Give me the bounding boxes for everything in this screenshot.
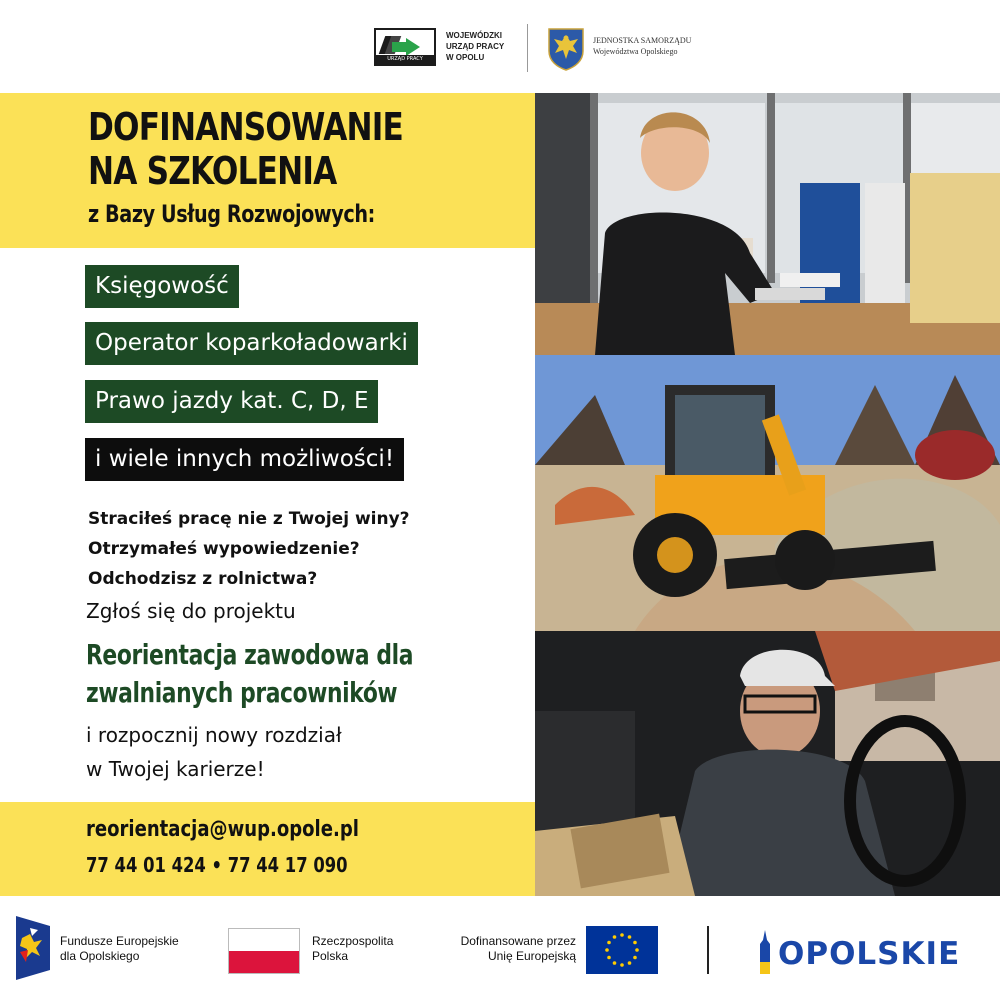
subheadline: z Bazy Usług Rozwojowych: (88, 200, 375, 228)
closing-line: w Twojej karierze! (86, 757, 265, 781)
ue-line: Unię Europejską (487, 949, 576, 963)
photo-backhoe-loader (535, 355, 1000, 631)
eu-star (605, 948, 609, 952)
wup-name-line: W OPOLU (446, 53, 485, 62)
fe-logo-icon (16, 916, 50, 980)
header (0, 0, 1000, 93)
project-name-line: Reorientacja zawodowa dla (86, 638, 414, 671)
jst-name-line: JEDNOSTKA SAMORZĄDU (593, 36, 692, 45)
contact-email[interactable]: reorientacja@wup.opole.pl (86, 817, 359, 842)
wup-name-line: URZĄD PRACY (446, 42, 505, 51)
course-badge: Prawo jazdy kat. C, D, E (85, 380, 378, 423)
eu-star (607, 956, 611, 960)
question: Odchodzisz z rolnictwa? (88, 569, 318, 589)
wup-logo-icon (374, 28, 436, 66)
eu-star (635, 948, 639, 952)
wup-name-line: WOJEWÓDZKI (446, 31, 502, 40)
join-text: Zgłoś się do projektu (86, 599, 296, 623)
polish-flag-icon (228, 928, 300, 974)
wup-name (446, 30, 526, 63)
headline-line: DOFINANSOWANIE (88, 105, 404, 149)
footer (0, 896, 1000, 1000)
eu-flag-icon (586, 926, 658, 974)
arrow-head (406, 38, 420, 56)
jst-name-line: Województwa Opolskiego (593, 47, 678, 56)
rp-name (312, 934, 393, 964)
footer-divider (707, 926, 709, 974)
project-name (86, 636, 413, 712)
question: Straciłeś pracę nie z Twojej winy? (88, 509, 410, 529)
eu-star (620, 933, 624, 937)
course-badge: Operator koparkoładowarki (85, 322, 418, 365)
closing-line: i rozpocznij nowy rozdział (86, 723, 342, 747)
opolskie-tower-icon (756, 930, 774, 974)
headline-line: NA SZKOLENIA (88, 149, 337, 193)
question: Otrzymałeś wypowiedzenie? (88, 539, 360, 559)
rp-name-line: Rzeczpospolita (312, 934, 394, 948)
eu-star (613, 935, 617, 939)
ue-line: Dofinansowane przez (460, 934, 576, 948)
eu-star (607, 941, 611, 945)
flag-red-stripe (229, 951, 299, 973)
contact-phones[interactable]: 77 44 01 424 • 77 44 17 090 (86, 853, 348, 877)
wup-logo-strip: URZĄD PRACY (376, 55, 434, 64)
eu-star (633, 956, 637, 960)
headline (88, 105, 403, 193)
opolskie-wordmark: OPOLSKIE (778, 936, 961, 972)
opole-crest-icon (547, 27, 585, 71)
flag-white-stripe (229, 929, 299, 951)
eu-star (628, 935, 632, 939)
eu-star (613, 961, 617, 965)
rp-name-line: Polska (312, 949, 349, 963)
ue-cofinanced (438, 934, 576, 964)
fe-name-line: Fundusze Europejskie (60, 934, 179, 948)
eu-star (620, 963, 624, 967)
header-divider (527, 24, 528, 72)
project-name-line: zwalnianych pracowników (86, 676, 398, 709)
fe-name (60, 934, 179, 964)
photo-accountant (535, 93, 1000, 355)
more-options-badge: i wiele innych możliwości! (85, 438, 404, 481)
jst-name (593, 35, 703, 57)
content-column (0, 93, 535, 896)
eu-star (628, 961, 632, 965)
eu-star (633, 941, 637, 945)
fe-name-line: dla Opolskiego (60, 949, 140, 963)
course-badge: Księgowość (85, 265, 239, 308)
photo-van-driver (535, 631, 1000, 896)
